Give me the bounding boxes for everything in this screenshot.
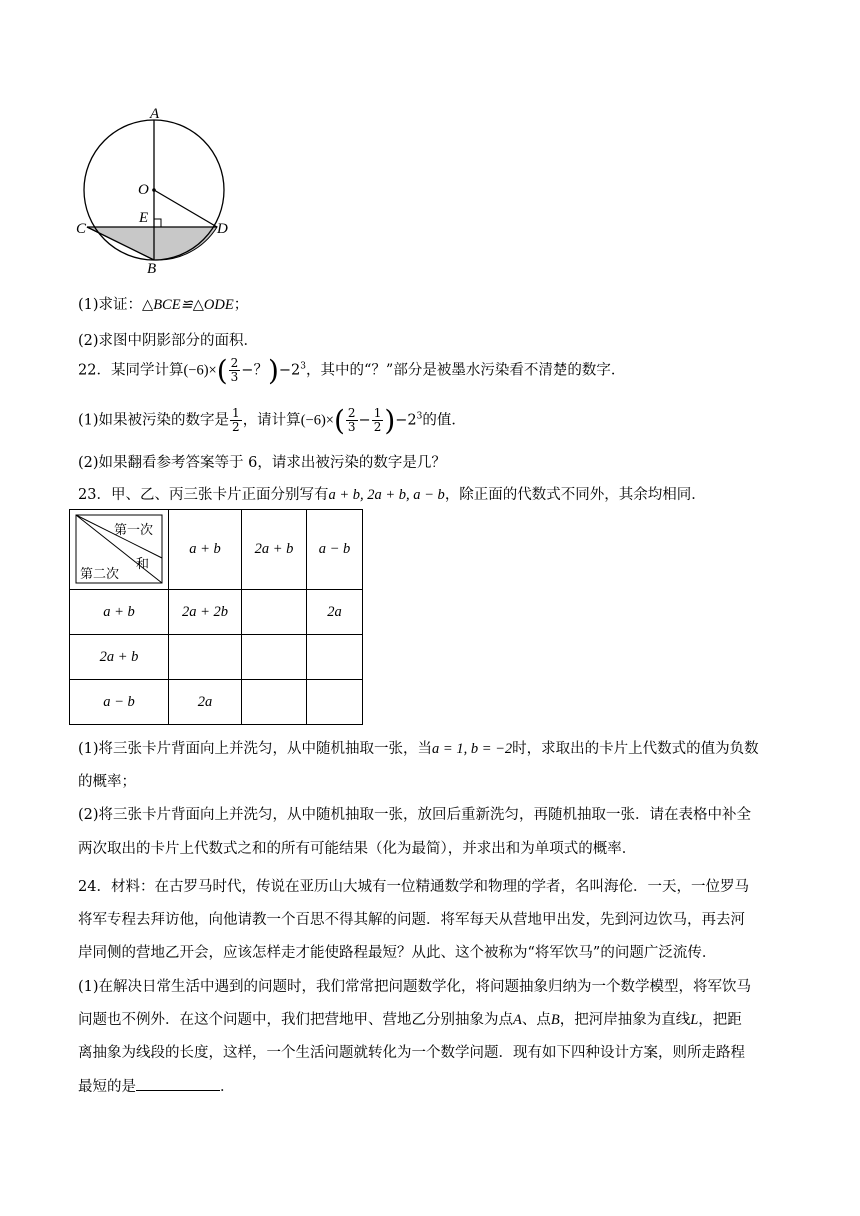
q23-part1-line2: 的概率； [78, 774, 136, 790]
sum-table [69, 509, 363, 725]
corner-cell [70, 510, 169, 590]
q24-line2: 将军专程去拜访他，向他请教一个百思不得其解的问题．将军每天从营地甲出发，先到河边饮马，再去河 [78, 912, 745, 928]
q23-part2-line2: 两次取出的卡片上代数式之和的所有可能结果（化为最简），并求出和为单项式的概率． [78, 841, 637, 857]
table-cell[interactable] [242, 590, 307, 635]
q24-line7: 最短的是 ． [78, 1079, 235, 1095]
corner-second: 第二次 [80, 567, 120, 582]
q22-intro: 22．某同学计算(−6)×( $\frac{2}{3}$ −？)$-2^3$，其中的“？”部分是被墨水污染看不清楚的数字． [78, 354, 626, 387]
table-cell[interactable] [307, 680, 363, 725]
label-a: A [150, 106, 160, 122]
row-head: a + b [70, 590, 169, 635]
shaded-region [87, 227, 217, 260]
table-cell[interactable] [242, 680, 307, 725]
label-o: O [138, 182, 149, 198]
col-head: a − b [307, 510, 363, 590]
col-head: a + b [169, 510, 242, 590]
label-d: D [217, 221, 228, 237]
table-cell: 2a [169, 680, 242, 725]
circle-figure [70, 100, 245, 285]
label-c: C [76, 221, 87, 237]
col-head: 2a + b [242, 510, 307, 590]
table-cell: 2a + 2b [169, 590, 242, 635]
point-o [152, 188, 156, 192]
q23-intro: 23．甲、乙、丙三张卡片正面分别写有a + b, 2a + b, a − b，除正面的代数式不同外，其余均相同． [78, 487, 706, 503]
q21-part2: (2)求图中阴影部分的面积． [78, 333, 259, 349]
q24-line1: 24．材料：在古罗马时代，传说在亚历山大城有一位精通数学和物理的学者，名叫海伦．一天，一位罗马 [78, 879, 749, 895]
table-cell[interactable] [307, 635, 363, 680]
q24-line5: 问题也不例外．在这个问题中，我们把营地甲、营地乙分别抽象为点A、点B，把河岸抽象为直线L，把距 [78, 1012, 742, 1028]
q23-part1-line1: (1)将三张卡片背面向上并洗匀，从中随机抽取一张，当a = 1, b = −2时，求取出的卡片上代数式的值为负数 [78, 741, 759, 757]
q24-line6: 离抽象为线段的长度，这样，一个生活问题就转化为一个数学问题．现有如下四种设计方案，则所走路程 [78, 1045, 745, 1061]
q24-line4: (1)在解决日常生活中遇到的问题时，我们常常把问题数学化，将问题抽象归纳为一个数学模型，将军饮马 [78, 979, 752, 995]
row-head: 2a + b [70, 635, 169, 680]
q22-part1: (1)如果被污染的数字是 $\frac{1}{2}$ ，请计算(−6)×( $\frac{2}{3}$ − $\frac{1}{2}$ )$-2^3$的值． [78, 404, 466, 437]
table-cell[interactable] [169, 635, 242, 680]
right-angle-mark [154, 219, 161, 227]
q22-part2: (2)如果翻看参考答案等于 6，请求出被污染的数字是几？ [78, 455, 446, 471]
q23-part2-line1: (2)将三张卡片背面向上并洗匀，从中随机抽取一张，放回后重新洗匀，再随机抽取一张．请在表格中补全 [78, 807, 752, 823]
answer-blank[interactable] [136, 1078, 220, 1091]
segment-od [154, 190, 217, 227]
row-head: a − b [70, 680, 169, 725]
q24-line3: 岸同侧的营地乙开会，应该怎样走才能使路程最短？从此、这个被称为“将军饮马”的问题广泛流传． [78, 945, 717, 961]
corner-first: 第一次 [114, 523, 154, 538]
label-b: B [147, 261, 157, 277]
label-e: E [139, 210, 149, 226]
table-cell: 2a [307, 590, 363, 635]
corner-sum: 和 [136, 557, 150, 572]
table-cell[interactable] [242, 635, 307, 680]
q21-part1: (1)求证：△BCE≌△ODE； [78, 297, 249, 313]
